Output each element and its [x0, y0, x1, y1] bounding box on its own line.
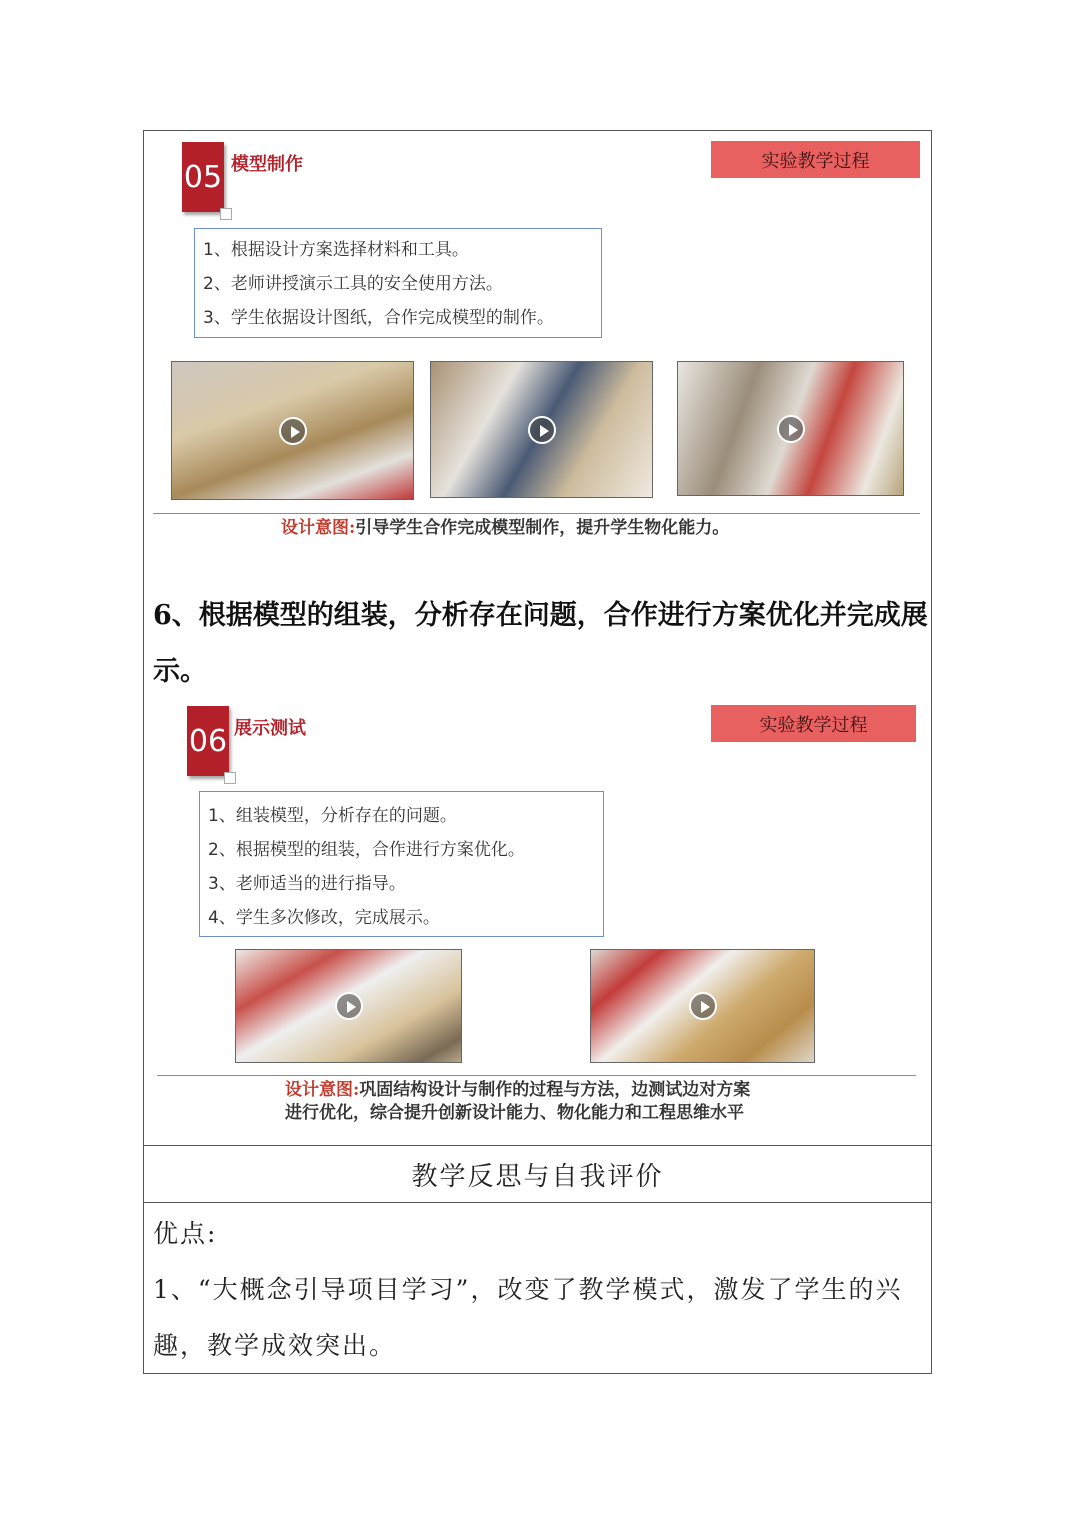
- play-icon[interactable]: [335, 992, 363, 1020]
- section-number-badge: 05: [182, 142, 224, 212]
- divider: [153, 513, 920, 514]
- divider: [157, 1075, 916, 1076]
- section-number-badge: 06: [187, 706, 229, 776]
- play-icon[interactable]: [528, 416, 556, 444]
- design-intent-text: 引导学生合作完成模型制作，提升学生物化能力。: [355, 518, 730, 538]
- step-item: 3、老师适当的进行指导。: [208, 874, 406, 894]
- step-item: 1、根据设计方案选择材料和工具。: [203, 240, 469, 260]
- section-title: 展示测试: [234, 718, 306, 739]
- process-banner: 实验教学过程: [711, 705, 916, 742]
- step-item: 2、根据模型的组装，合作进行方案优化。: [208, 840, 525, 860]
- design-intent-text: 巩固结构设计与制作的过程与方法，边测试边对方案: [359, 1080, 751, 1100]
- video-thumbnail[interactable]: [235, 949, 462, 1063]
- checkbox-icon: [224, 772, 236, 784]
- table-rule: [143, 1202, 932, 1203]
- video-thumbnail[interactable]: [430, 361, 653, 498]
- play-icon[interactable]: [689, 992, 717, 1020]
- video-thumbnail[interactable]: [590, 949, 815, 1063]
- step-item: 1、组装模型，分析存在的问题。: [208, 806, 457, 826]
- process-banner: 实验教学过程: [711, 141, 920, 178]
- checkbox-icon: [220, 208, 232, 220]
- reflection-point: 1、“大概念引导项目学习”，改变了教学模式，激发了学生的兴趣，教学成效突出。: [153, 1275, 903, 1360]
- steps-box: [199, 791, 604, 937]
- video-thumbnail[interactable]: [171, 361, 414, 500]
- advantages-label: 优点:: [153, 1219, 218, 1248]
- step-heading: 6、根据模型的组装，分析存在问题，合作进行方案优化并完成展示。: [153, 600, 928, 687]
- play-icon[interactable]: [279, 417, 307, 445]
- step-item: 2、老师讲授演示工具的安全使用方法。: [203, 274, 503, 294]
- design-intent-label: 设计意图:: [285, 1080, 360, 1100]
- steps-box: [194, 228, 602, 338]
- play-icon[interactable]: [777, 415, 805, 443]
- section-title: 模型制作: [231, 154, 303, 175]
- design-intent: [285, 1079, 750, 1125]
- video-thumbnail[interactable]: [677, 361, 904, 496]
- reflection-title: 教学反思与自我评价: [411, 1161, 664, 1192]
- step-item: 4、学生多次修改，完成展示。: [208, 908, 440, 928]
- design-intent-label: 设计意图:: [281, 518, 356, 538]
- step-item: 3、学生依据设计图纸，合作完成模型的制作。: [203, 308, 554, 328]
- reflection-body: [153, 1206, 923, 1374]
- design-intent: [281, 517, 729, 540]
- table-rule: [143, 1145, 932, 1146]
- design-intent-text: 进行优化，综合提升创新设计能力、物化能力和工程思维水平: [285, 1103, 744, 1123]
